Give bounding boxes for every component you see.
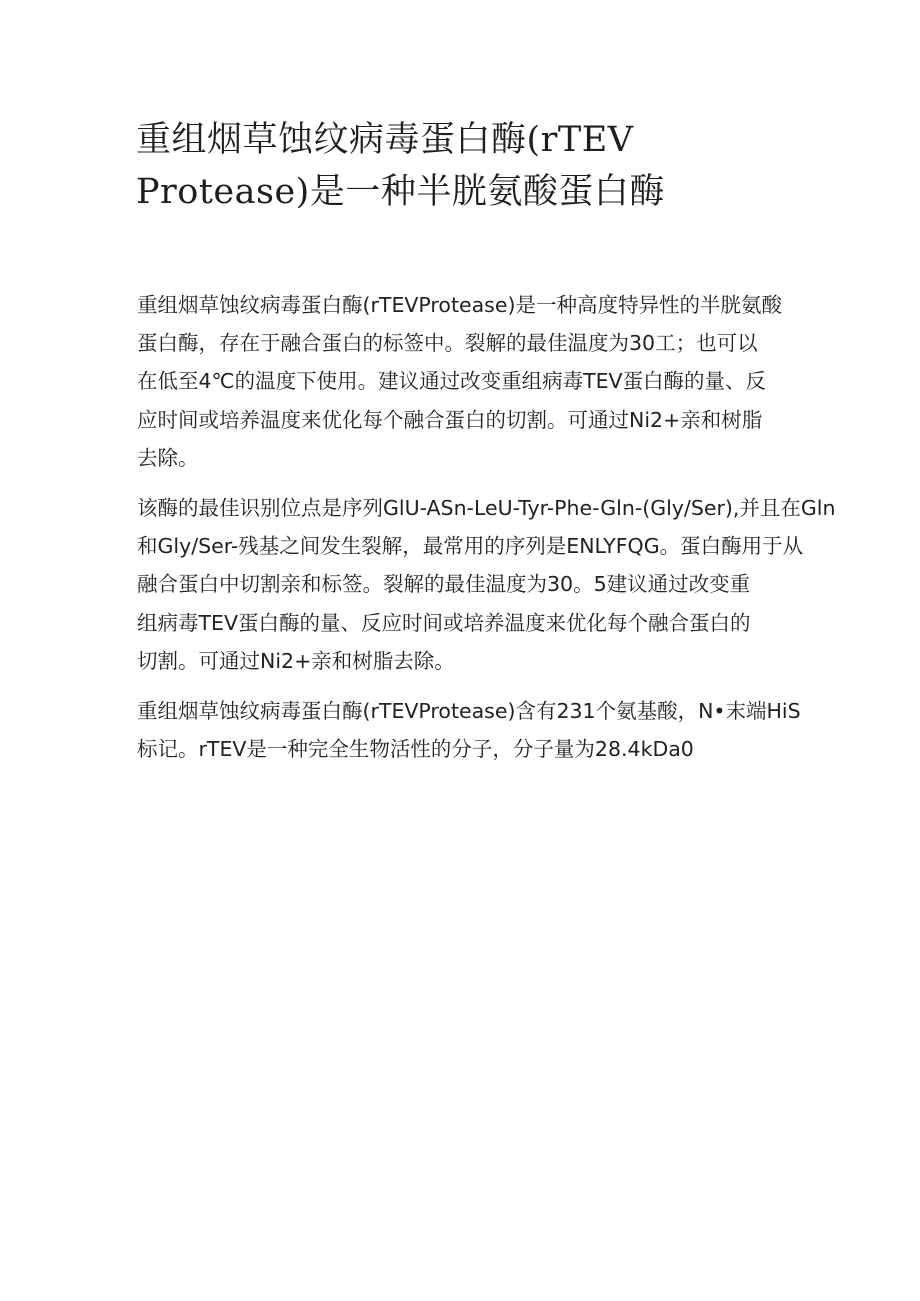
text-line: 组病毒TEV蛋白酶的量、反应时间或培养温度来优化每个融合蛋白的 [137,610,751,635]
paragraph-introduction [137,286,787,477]
document-body [137,286,836,780]
text-line: 去除。 [137,445,199,470]
text-line: 应时间或培养温度来优化每个融合蛋白的切割。可通过Ni2+亲和树脂 [137,407,763,432]
title-line: 重组烟草蚀纹病毒蛋白酶(rTEV [136,120,634,160]
text-line: 重组烟草蚀纹病毒蛋白酶(rTEVProtease)含有231个氨基酸，N•末端HiS [137,699,801,724]
paragraph-recognition-site [137,489,836,680]
title-line: Protease)是一种半胱氨酸蛋白酶 [136,172,665,212]
text-line: 重组烟草蚀纹病毒蛋白酶(rTEVProtease)是一种高度特异性的半胱氨酸 [137,293,782,317]
text-line: 标记。rTEV是一种完全生物活性的分子，分子量为28.4kDa0 [137,737,694,762]
text-line: 在低至4℃的温度下使用。建议通过改变重组病毒TEV蛋白酶的量、反 [137,369,767,394]
text-line: 该酶的最佳识别位点是序列GlU-ASn-LeU-Tyr-Phe-Gln-(Gly/Ser),并且在Gln [137,496,836,521]
document-title [136,114,776,218]
text-line: 蛋白酶，存在于融合蛋白的标签中。裂解的最佳温度为30工；也可以 [137,331,758,356]
text-line: 切割。可通过Ni2+亲和树脂去除。 [137,648,455,673]
paragraph-molecular-info [137,692,801,768]
text-line: 融合蛋白中切割亲和标签。裂解的最佳温度为30。5建议通过改变重 [137,572,751,597]
text-line: 和Gly/Ser-残基之间发生裂解，最常用的序列是ENLYFQG。蛋白酶用于从 [137,534,804,559]
